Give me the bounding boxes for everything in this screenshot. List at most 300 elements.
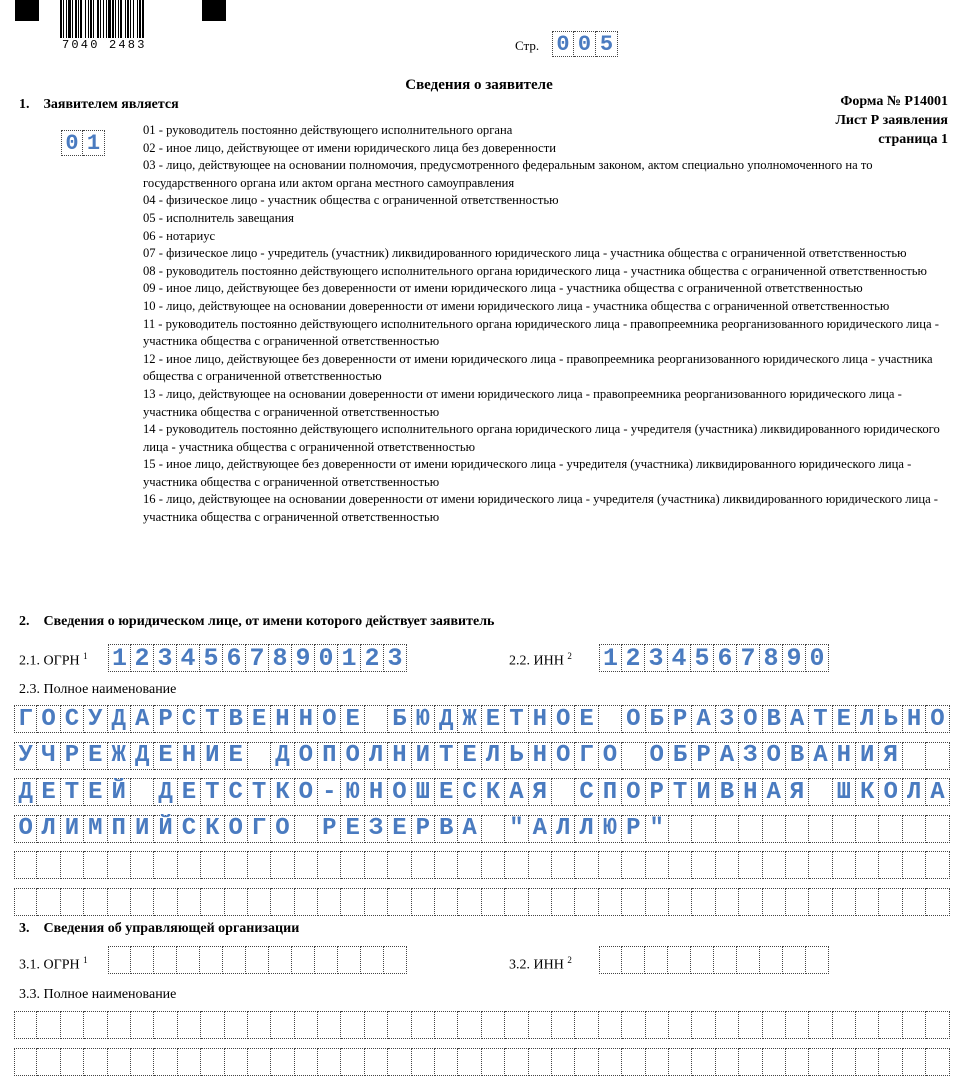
mgmt-full-name-char-cell <box>599 1011 622 1039</box>
mgmt-full-name-char-cell <box>856 1011 879 1039</box>
applicant-digit-cell: 0 <box>61 130 83 156</box>
ogrn-digit-cell: 9 <box>292 644 315 672</box>
mgmt-ogrn-label-text: 3.1. ОГРН <box>19 957 80 973</box>
full-name-label: 2.3. Полное наименование <box>19 682 177 697</box>
mgmt-full-name-char-cell <box>295 1011 318 1039</box>
ogrn-digit-cell: 0 <box>315 644 338 672</box>
full-name-char-cell: Н <box>271 705 294 733</box>
mgmt-full-name-char-cell <box>692 1048 715 1076</box>
full-name-char-cell <box>809 778 832 806</box>
full-name-char-cell: А <box>716 742 739 770</box>
full-name-char-cell <box>833 815 856 843</box>
full-name-char-cell: " <box>646 815 669 843</box>
full-name-char-cell: О <box>879 778 902 806</box>
full-name-char-cell <box>14 888 37 916</box>
full-name-char-cell: Д <box>108 705 131 733</box>
full-name-row[interactable] <box>14 742 950 770</box>
full-name-row[interactable] <box>14 778 950 806</box>
mgmt-full-name-char-cell <box>365 1011 388 1039</box>
full-name-char-cell: Т <box>201 778 224 806</box>
mgmt-full-name-char-cell <box>61 1011 84 1039</box>
mgmt-ogrn-digit-cell <box>200 946 223 974</box>
applicant-option: 10 - лицо, действующее на основании доверенности от имени юридического лица - участника общества с ограниченной ответственностью <box>143 298 890 313</box>
full-name-char-cell <box>482 851 505 879</box>
section1-title: 1. Заявителем является <box>19 97 179 112</box>
full-name-char-cell: Е <box>341 705 364 733</box>
full-name-char-cell <box>248 888 271 916</box>
page-number-field <box>552 31 618 57</box>
full-name-char-cell <box>763 851 786 879</box>
full-name-char-cell: С <box>178 705 201 733</box>
mgmt-full-name-char-cell <box>154 1048 177 1076</box>
full-name-char-cell <box>716 815 739 843</box>
applicant-option: 14 - руководитель постоянно действующего исполнительного органа юридического лица - учредителя (участника) ликвидированного юридического лица - участника общества с ограниченной ответственностью <box>143 422 940 454</box>
full-name-char-cell: Г <box>248 815 271 843</box>
ogrn-digit-cell: 4 <box>177 644 200 672</box>
mgmt-ogrn-digit-cell <box>108 946 131 974</box>
full-name-char-cell: С <box>225 778 248 806</box>
full-name-char-cell: Р <box>61 742 84 770</box>
full-name-char-cell: Н <box>833 742 856 770</box>
full-name-char-cell: Е <box>248 705 271 733</box>
full-name-char-cell: М <box>84 815 107 843</box>
mgmt-full-name-char-cell <box>295 1048 318 1076</box>
full-name-char-cell <box>739 851 762 879</box>
inn-digit-cell: 9 <box>783 644 806 672</box>
applicant-option: 12 - иное лицо, действующее без доверенности от имени юридического лица - правопреемника реорганизованного юридического лица - участника общества с ограниченной ответственностью <box>143 351 933 384</box>
full-name-char-cell: Р <box>318 815 341 843</box>
mgmt-full-name-char-cell <box>318 1048 341 1076</box>
barcode-bar <box>127 0 129 38</box>
full-name-char-cell: О <box>926 705 949 733</box>
barcode-bar <box>63 0 64 38</box>
mgmt-full-name-char-cell <box>412 1011 435 1039</box>
full-name-char-cell: Е <box>458 742 481 770</box>
barcode-bar <box>125 0 126 38</box>
mgmt-ogrn-digit-cell <box>177 946 200 974</box>
full-name-char-cell: И <box>692 778 715 806</box>
full-name-char-cell: Ю <box>599 815 622 843</box>
full-name-char-cell: Т <box>809 705 832 733</box>
full-name-char-cell <box>879 815 902 843</box>
barcode <box>60 0 184 42</box>
full-name-char-cell <box>739 888 762 916</box>
full-name-char-cell: Р <box>412 815 435 843</box>
full-name-char-cell <box>295 815 318 843</box>
full-name-char-cell: А <box>529 815 552 843</box>
full-name-char-cell: О <box>14 815 37 843</box>
full-name-char-cell <box>365 888 388 916</box>
mgmt-ogrn-field[interactable] <box>108 946 407 974</box>
full-name-char-cell <box>763 815 786 843</box>
corner-marker-left <box>15 0 39 21</box>
full-name-char-cell <box>739 815 762 843</box>
mgmt-full-name-char-cell <box>646 1011 669 1039</box>
barcode-bar <box>115 0 116 38</box>
applicant-type-options <box>143 122 948 527</box>
mgmt-full-name-char-cell <box>622 1011 645 1039</box>
mgmt-full-name-char-cell <box>552 1011 575 1039</box>
mgmt-full-name-char-cell <box>482 1048 505 1076</box>
full-name-char-cell <box>926 815 949 843</box>
mgmt-full-name-char-cell <box>786 1048 809 1076</box>
full-name-char-cell: К <box>482 778 505 806</box>
barcode-bar <box>75 0 77 38</box>
full-name-char-cell <box>926 851 949 879</box>
full-name-char-cell <box>435 851 458 879</box>
mgmt-inn-digit-cell <box>622 946 645 974</box>
full-name-char-cell <box>14 851 37 879</box>
mgmt-full-name-char-cell <box>763 1011 786 1039</box>
full-name-char-cell: Р <box>646 778 669 806</box>
full-name-char-cell <box>318 851 341 879</box>
full-name-char-cell: О <box>763 742 786 770</box>
barcode-number: 7040 2483 <box>62 38 147 52</box>
full-name-char-cell: Р <box>622 815 645 843</box>
inn-field[interactable] <box>599 644 829 672</box>
inn-digit-cell: 3 <box>645 644 668 672</box>
mgmt-inn-digit-cell <box>668 946 691 974</box>
full-name-char-cell: О <box>739 705 762 733</box>
full-name-char-cell: " <box>505 815 528 843</box>
full-name-char-cell: Я <box>786 778 809 806</box>
inn-label-text: 2.2. ИНН <box>509 653 564 669</box>
barcode-bar <box>142 0 144 38</box>
mgmt-full-name-char-cell <box>926 1048 949 1076</box>
full-name-char-cell: Ю <box>341 778 364 806</box>
full-name-char-cell: О <box>225 815 248 843</box>
applicant-option: 04 - физическое лицо - участник общества с ограниченной ответственностью <box>143 193 559 208</box>
full-name-char-cell <box>692 815 715 843</box>
full-name-char-cell: О <box>271 815 294 843</box>
full-name-char-cell <box>692 851 715 879</box>
mgmt-full-name-char-cell <box>37 1048 60 1076</box>
inn-digit-cell: 5 <box>691 644 714 672</box>
mgmt-inn-label <box>509 955 572 974</box>
full-name-char-cell: Р <box>669 705 692 733</box>
full-name-char-cell: С <box>458 778 481 806</box>
applicant-option: 07 - физическое лицо - учредитель (участник) ликвидированного юридического лица - участника общества с ограниченной ответственностью <box>143 246 907 261</box>
mgmt-full-name-char-cell <box>14 1048 37 1076</box>
full-name-char-cell <box>318 888 341 916</box>
mgmt-ogrn-label <box>19 955 88 974</box>
full-name-char-cell: О <box>341 742 364 770</box>
full-name-char-cell: Н <box>529 742 552 770</box>
mgmt-full-name-char-cell <box>926 1011 949 1039</box>
full-name-char-cell <box>154 888 177 916</box>
full-name-char-cell <box>646 888 669 916</box>
full-name-char-cell: И <box>856 742 879 770</box>
barcode-bar <box>68 0 71 38</box>
mgmt-full-name-char-cell <box>178 1011 201 1039</box>
mgmt-full-name-char-cell <box>154 1011 177 1039</box>
barcode-bar <box>60 0 62 38</box>
full-name-char-cell: Д <box>435 705 458 733</box>
full-name-char-cell: У <box>84 705 107 733</box>
barcode-bar <box>112 0 114 38</box>
mgmt-full-name-char-cell <box>879 1048 902 1076</box>
full-name-char-cell: И <box>131 815 154 843</box>
mgmt-full-name-char-cell <box>318 1011 341 1039</box>
full-name-char-cell <box>599 705 622 733</box>
mgmt-full-name-row[interactable] <box>14 1048 950 1076</box>
full-name-char-cell: О <box>295 778 318 806</box>
full-name-char-cell <box>131 778 154 806</box>
full-name-char-cell: Ш <box>412 778 435 806</box>
full-name-char-cell: Р <box>154 705 177 733</box>
mgmt-ogrn-digit-cell <box>315 946 338 974</box>
full-name-char-cell: А <box>458 815 481 843</box>
full-name-char-cell <box>131 888 154 916</box>
full-name-char-cell <box>201 888 224 916</box>
mgmt-full-name-char-cell <box>482 1011 505 1039</box>
mgmt-full-name-char-cell <box>248 1048 271 1076</box>
ogrn-digit-cell: 2 <box>361 644 384 672</box>
full-name-char-cell: Е <box>435 778 458 806</box>
full-name-char-cell: С <box>61 705 84 733</box>
mgmt-full-name-char-cell <box>37 1011 60 1039</box>
full-name-char-cell <box>926 888 949 916</box>
full-name-char-cell <box>225 888 248 916</box>
full-name-char-cell: И <box>412 742 435 770</box>
mgmt-inn-digit-cell <box>599 946 622 974</box>
full-name-char-cell <box>856 888 879 916</box>
mgmt-inn-digit-cell <box>714 946 737 974</box>
mgmt-full-name-row[interactable] <box>14 1011 950 1039</box>
full-name-row[interactable] <box>14 815 950 843</box>
full-name-char-cell: Л <box>903 778 926 806</box>
full-name-char-cell: Й <box>154 815 177 843</box>
full-name-char-cell: У <box>14 742 37 770</box>
full-name-char-cell <box>552 851 575 879</box>
applicant-type-field[interactable] <box>61 130 105 156</box>
full-name-char-cell <box>61 851 84 879</box>
full-name-char-cell <box>37 851 60 879</box>
mgmt-full-name-char-cell <box>201 1048 224 1076</box>
full-name-char-cell: Б <box>669 742 692 770</box>
mgmt-inn-footnote: 2 <box>567 955 572 965</box>
mgmt-full-name-char-cell <box>599 1048 622 1076</box>
mgmt-full-name-char-cell <box>14 1011 37 1039</box>
full-name-char-cell: В <box>716 778 739 806</box>
full-name-char-cell: Р <box>692 742 715 770</box>
inn-footnote: 2 <box>567 651 572 661</box>
mgmt-full-name-char-cell <box>739 1048 762 1076</box>
full-name-char-cell: А <box>809 742 832 770</box>
full-name-char-cell: Т <box>248 778 271 806</box>
full-name-char-cell: Е <box>575 705 598 733</box>
full-name-char-cell: О <box>599 742 622 770</box>
full-name-char-cell <box>879 888 902 916</box>
full-name-char-cell: Н <box>739 778 762 806</box>
mgmt-inn-digit-cell <box>737 946 760 974</box>
mgmt-full-name-char-cell <box>365 1048 388 1076</box>
full-name-char-cell: О <box>318 705 341 733</box>
mgmt-full-name-char-cell <box>61 1048 84 1076</box>
mgmt-ogrn-digit-cell <box>131 946 154 974</box>
applicant-option: 16 - лицо, действующее на основании доверенности от имени юридического лица - учредителя (участника) ликвидированного юридического лица - участника общества с ограниченной ответственностью <box>143 492 939 525</box>
full-name-char-cell: О <box>37 705 60 733</box>
full-name-char-cell <box>575 888 598 916</box>
inn-digit-cell: 2 <box>622 644 645 672</box>
full-name-char-cell <box>716 888 739 916</box>
full-name-row[interactable] <box>14 888 950 916</box>
full-name-char-cell <box>271 851 294 879</box>
full-name-char-cell: П <box>318 742 341 770</box>
full-name-char-cell: - <box>318 778 341 806</box>
mgmt-full-name-label: 3.3. Полное наименование <box>19 987 177 1002</box>
full-name-char-cell <box>856 851 879 879</box>
full-name-char-cell: Д <box>154 778 177 806</box>
applicant-option: 03 - лицо, действующее на основании полномочия, предусмотренного федеральным законом, актом специально уполномоченного на то государственного органа или актом органа местного самоуправления <box>143 158 873 190</box>
full-name-char-cell: Н <box>295 705 318 733</box>
mgmt-full-name-char-cell <box>529 1048 552 1076</box>
sheet-page: страница 1 <box>878 132 948 147</box>
full-name-char-cell <box>669 888 692 916</box>
barcode-bar <box>88 0 89 38</box>
full-name-char-cell: Й <box>108 778 131 806</box>
mgmt-full-name-char-cell <box>225 1048 248 1076</box>
full-name-char-cell: О <box>622 778 645 806</box>
mgmt-ogrn-digit-cell <box>269 946 292 974</box>
full-name-row[interactable] <box>14 705 950 733</box>
full-name-char-cell <box>903 815 926 843</box>
mgmt-full-name-char-cell <box>131 1048 154 1076</box>
full-name-char-cell <box>295 888 318 916</box>
full-name-char-cell <box>178 851 201 879</box>
full-name-char-cell <box>482 815 505 843</box>
mgmt-ogrn-footnote: 1 <box>83 955 88 965</box>
ogrn-field[interactable] <box>108 644 407 672</box>
mgmt-ogrn-digit-cell <box>292 946 315 974</box>
barcode-bar <box>97 0 99 38</box>
mgmt-full-name-char-cell <box>786 1011 809 1039</box>
full-name-char-cell <box>692 888 715 916</box>
mgmt-inn-label-text: 3.2. ИНН <box>509 957 564 973</box>
full-name-char-cell: О <box>552 705 575 733</box>
full-name-char-cell: В <box>435 815 458 843</box>
barcode-bar <box>130 0 131 38</box>
mgmt-inn-digit-cell <box>691 946 714 974</box>
full-name-char-cell: А <box>505 778 528 806</box>
full-name-char-cell: Я <box>529 778 552 806</box>
mgmt-full-name-char-cell <box>505 1011 528 1039</box>
full-name-char-cell: Е <box>84 778 107 806</box>
mgmt-full-name-char-cell <box>669 1048 692 1076</box>
mgmt-full-name-char-cell <box>108 1048 131 1076</box>
full-name-char-cell <box>622 851 645 879</box>
mgmt-ogrn-digit-cell <box>223 946 246 974</box>
full-name-char-cell <box>552 888 575 916</box>
full-name-char-cell <box>669 851 692 879</box>
full-name-char-cell <box>903 888 926 916</box>
barcode-bar <box>106 0 107 38</box>
full-name-char-cell: Т <box>435 742 458 770</box>
barcode-bar <box>103 0 104 38</box>
full-name-char-cell: А <box>692 705 715 733</box>
full-name-char-cell: И <box>201 742 224 770</box>
full-name-char-cell <box>458 851 481 879</box>
inn-digit-cell: 4 <box>668 644 691 672</box>
mgmt-inn-field[interactable] <box>599 946 829 974</box>
full-name-char-cell: Ш <box>833 778 856 806</box>
corner-marker-right <box>202 0 226 21</box>
full-name-char-cell <box>903 742 926 770</box>
full-name-char-cell <box>529 888 552 916</box>
inn-digit-cell: 1 <box>599 644 622 672</box>
full-name-char-cell: Г <box>14 705 37 733</box>
full-name-char-cell: А <box>763 778 786 806</box>
full-name-char-cell: Л <box>482 742 505 770</box>
full-name-char-cell <box>786 888 809 916</box>
full-name-char-cell: Л <box>856 705 879 733</box>
full-name-char-cell <box>108 888 131 916</box>
ogrn-digit-cell: 3 <box>384 644 407 672</box>
full-name-char-cell: Л <box>37 815 60 843</box>
mgmt-ogrn-digit-cell <box>246 946 269 974</box>
full-name-char-cell: Я <box>879 742 902 770</box>
mgmt-full-name-char-cell <box>225 1011 248 1039</box>
full-name-char-cell <box>505 888 528 916</box>
mgmt-full-name-char-cell <box>84 1048 107 1076</box>
full-name-char-cell: Е <box>225 742 248 770</box>
full-name-char-cell: Л <box>575 815 598 843</box>
full-name-char-cell: Л <box>552 815 575 843</box>
full-name-char-cell: Е <box>178 778 201 806</box>
mgmt-full-name-char-cell <box>388 1048 411 1076</box>
full-name-char-cell: Б <box>388 705 411 733</box>
full-name-char-cell <box>599 888 622 916</box>
full-name-char-cell: О <box>622 705 645 733</box>
full-name-char-cell <box>856 815 879 843</box>
inn-digit-cell: 6 <box>714 644 737 672</box>
applicant-option: 01 - руководитель постоянно действующего исполнительного органа <box>143 123 513 137</box>
mgmt-full-name-char-cell <box>903 1048 926 1076</box>
full-name-char-cell <box>154 851 177 879</box>
full-name-char-cell <box>84 851 107 879</box>
full-name-char-cell <box>248 742 271 770</box>
full-name-char-cell <box>622 888 645 916</box>
full-name-char-cell <box>903 851 926 879</box>
full-name-char-cell <box>412 888 435 916</box>
full-name-char-cell <box>833 888 856 916</box>
applicant-option: 13 - лицо, действующее на основании доверенности от имени юридического лица - правопреемника реорганизованного юридического лица - участника общества с ограниченной ответственностью <box>143 386 902 419</box>
mgmt-full-name-char-cell <box>529 1011 552 1039</box>
full-name-char-cell <box>552 778 575 806</box>
barcode-bar <box>120 0 122 38</box>
mgmt-ogrn-digit-cell <box>338 946 361 974</box>
mgmt-full-name-char-cell <box>809 1048 832 1076</box>
full-name-char-cell: О <box>646 742 669 770</box>
full-name-char-cell <box>833 851 856 879</box>
full-name-row[interactable] <box>14 851 950 879</box>
barcode-bar <box>85 0 86 38</box>
mgmt-full-name-char-cell <box>178 1048 201 1076</box>
section-title: Сведения о заявителе <box>405 77 553 93</box>
mgmt-full-name-char-cell <box>833 1048 856 1076</box>
ogrn-footnote: 1 <box>83 651 88 661</box>
full-name-char-cell <box>84 888 107 916</box>
applicant-option: 11 - руководитель постоянно действующего исполнительного органа юридического лица - правопреемника реорганизованного юридического лица - участника общества с ограниченной ответственностью <box>143 316 939 349</box>
inn-digit-cell: 0 <box>806 644 829 672</box>
full-name-char-cell: О <box>552 742 575 770</box>
full-name-char-cell: О <box>295 742 318 770</box>
inn-digit-cell: 8 <box>760 644 783 672</box>
mgmt-full-name-char-cell <box>412 1048 435 1076</box>
mgmt-inn-digit-cell <box>806 946 829 974</box>
full-name-char-cell: Е <box>388 815 411 843</box>
full-name-char-cell <box>646 851 669 879</box>
